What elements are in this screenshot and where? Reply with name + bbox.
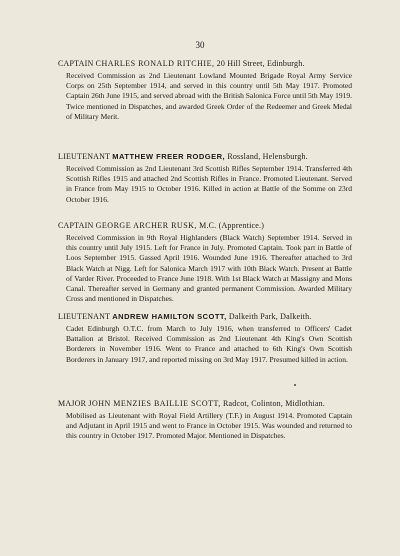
entry-name: ANDREW HAMILTON SCOTT, <box>112 312 227 321</box>
entry-rank: LIEUTENANT <box>58 152 111 161</box>
entry-scott-john <box>58 398 352 442</box>
entry-scott-andrew <box>58 311 352 365</box>
entry-heading <box>58 311 352 322</box>
entry-body: Cadet Edinburgh O.T.C. from March to July 1916, when transferred to Officers' Cadet Battalion at Bristol. Received Commission as 2nd Lieutenant 4th King's Own Scottish Borderers in November 1916. Went to France and attached to 6th King's Own Scottish Borderers in January 1917, and reported missing on 3rd May 1917. Presumed killed in action. <box>66 324 352 364</box>
speck-mark <box>294 384 296 386</box>
entry-ritchie <box>58 58 352 122</box>
entry-rodger <box>58 151 352 205</box>
entry-name: JOHN MENZIES BAILLIE SCOTT, <box>88 399 221 408</box>
entry-body: Received Commission in 9th Royal Highlanders (Black Watch) September 1914. Served in this country until July 1915. Left for France in July. Promoted Captain. Took part in Battle of Loos September 1915. Gassed April 1916. Wounded June 1916. Thereafter attached to 3rd Black Watch at Nigg. Left for Salonica March 1917 with 10th Black Watch. Present at Battle of Varder River. Proceeded to France June 1918. With 1st Black Watch at Massigny and Mons Canal. Thereafter served in Germany and granted permanent Commission. Awarded Military Cross and mentioned in Dispatches. <box>66 233 352 304</box>
entry-address: Rossland, Helensburgh. <box>225 152 308 161</box>
entry-heading <box>58 220 352 231</box>
entry-rank: MAJOR <box>58 399 87 408</box>
entry-rank: LIEUTENANT <box>58 312 111 321</box>
entry-address: M.C. (Apprentice.) <box>196 221 265 230</box>
entry-body: Received Commission as 2nd Lieutenant Lowland Mounted Brigade Royal Army Service Corps on 25th September 1914, and served in this country until 5th May 1917. Promoted Captain 26th June 1915, and served abroad with the British Salonica Force until 5th May 1919. Twice mentioned in Dispatches, and awarded Greek Order of the Redeemer and Greek Medal of Military Merit. <box>66 71 352 121</box>
entry-heading <box>58 58 352 69</box>
page-number: 30 <box>195 40 205 50</box>
entry-name: GEORGE ARCHER RUSK, <box>95 221 197 230</box>
entry-body: Mobilised as Lieutenant with Royal Field Artillery (T.F.) in August 1914. Promoted Captain and Adjutant in April 1915 and went to France in October 1915. Was wounded and returned to this country in October 1917. Promoted Major. Mentioned in Dispatches. <box>66 411 352 441</box>
entry-name: MATTHEW FREER RODGER, <box>112 152 226 161</box>
entry-address: Dalkeith Park, Dalkeith. <box>226 312 312 321</box>
entry-rank: CAPTAIN <box>58 59 94 68</box>
entry-body: Received Commission as 2nd Lieutenant 3rd Scottish Rifles September 1914. Transferred 4th Scottish Rifles 1915 and attached 2nd Scottish Rifles in France. Promoted Lieutenant. Served in France from May 1915 to October 1916. Killed in action at Battle of the Somme on 23rd October 1916. <box>66 164 352 204</box>
entry-rank: CAPTAIN <box>58 221 94 230</box>
entry-name: CHARLES RONALD RITCHIE, <box>95 59 215 68</box>
entry-heading <box>58 398 352 409</box>
entry-address: 20 Hill Street, Edinburgh. <box>214 59 305 68</box>
entry-heading <box>58 151 352 162</box>
entry-rusk <box>58 220 352 304</box>
entry-address: Radcot, Colinton, Midlothian. <box>220 399 325 408</box>
